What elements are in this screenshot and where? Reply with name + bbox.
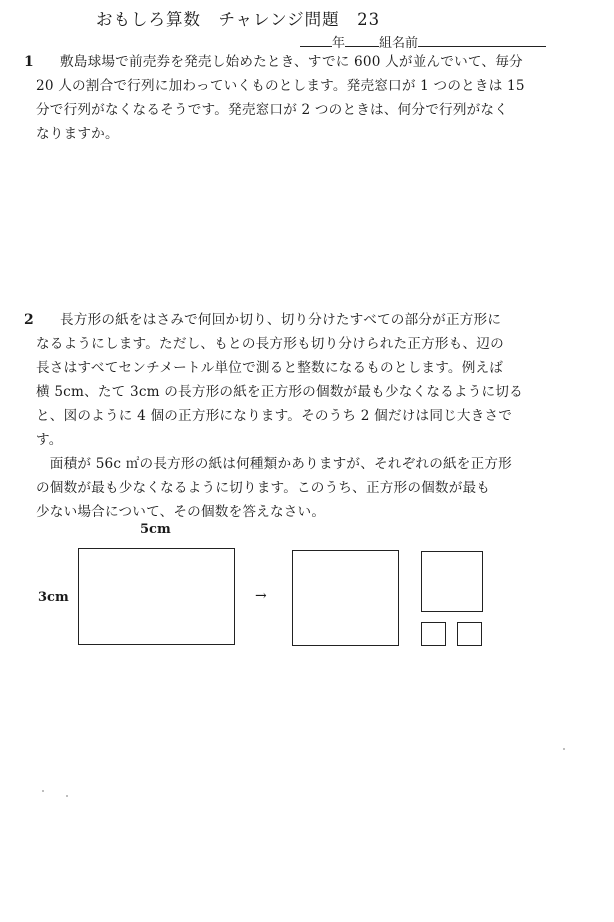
speck: [563, 748, 565, 750]
question-1-line: 敷島球場で前売券を発売し始めたとき、すでに 600 人が並んでいて、毎分: [60, 54, 523, 70]
arrow-icon: →: [255, 588, 267, 604]
question-2-line: の個数が最も少なくなるように切ります。このうち、正方形の個数が最も: [36, 480, 491, 496]
question-2-line: す。: [36, 432, 63, 448]
small-square: [421, 622, 446, 646]
speck: [66, 795, 68, 797]
large-square: [292, 550, 399, 646]
question-2-line: 長さはすべてセンチメートル単位で測ると整数になるものとします。例えば: [36, 360, 504, 376]
class-label: 組: [379, 36, 393, 51]
question-2-text: [36, 308, 590, 524]
class-blank: [345, 32, 379, 47]
speck: [42, 790, 44, 792]
question-2-line: 少ない場合について、その個数を答えなさい。: [36, 504, 326, 520]
question-2-line: 長方形の紙をはさみで何回か切り、切り分けたすべての部分が正方形に: [60, 312, 502, 328]
question-2-line: 面積が 56c ㎡の長方形の紙は何種類かありますが、それぞれの紙を正方形: [36, 456, 512, 472]
width-label: 5cm: [140, 522, 171, 537]
medium-square: [421, 551, 483, 612]
height-label: 3cm: [38, 590, 69, 605]
question-2-number: 2: [24, 312, 34, 328]
question-1-line: 20 人の割合で行列に加わっていくものとします。発売窓口が 1 つのときは 15: [36, 78, 525, 94]
question-1-text: [36, 50, 590, 146]
small-square: [457, 622, 482, 646]
question-2-line: と、図のように 4 個の正方形になります。そのうち 2 個だけは同じ大きさで: [36, 408, 513, 424]
name-blank: [418, 32, 546, 47]
question-1-number: 1: [24, 54, 34, 70]
page-title: おもしろ算数 チャレンジ問題 23: [96, 10, 381, 29]
year-label: 年: [332, 36, 346, 51]
name-label: 名前: [392, 36, 419, 51]
original-rectangle: [78, 548, 235, 645]
question-1-line: なりますか。: [36, 126, 119, 142]
question-2-line: なるようにします。ただし、もとの長方形も切り分けられた正方形も、辺の: [36, 336, 504, 352]
year-blank: [300, 32, 332, 47]
question-2-line: 横 5cm、たて 3cm の長方形の紙を正方形の個数が最も少なくなるように切る: [36, 384, 523, 400]
question-1-line: 分で行列がなくなるそうです。発売窓口が 2 つのときは、何分で行列がなく: [36, 102, 508, 118]
name-line: [300, 32, 590, 52]
